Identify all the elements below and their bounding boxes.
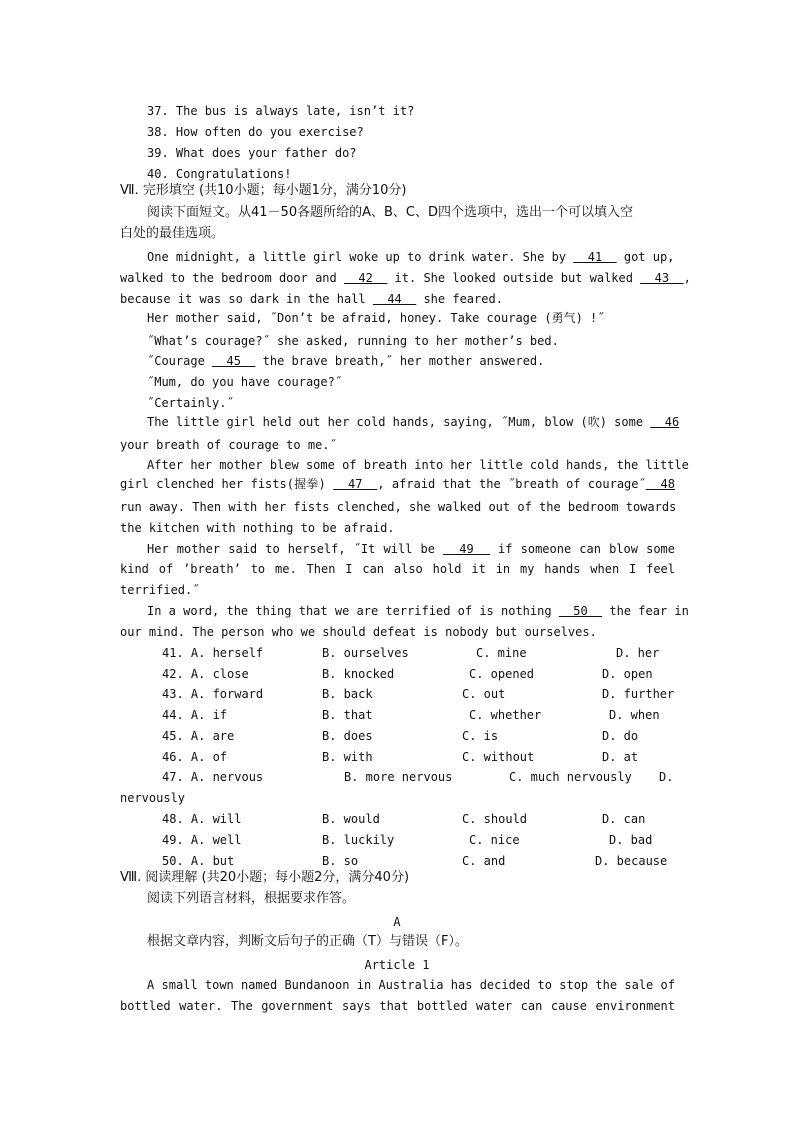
passage-line: walked to the bedroom door and 42 it. She looked outside but walked 43 , — [120, 271, 691, 285]
passage-line: your breath of courage to me.˝ — [120, 438, 337, 452]
blank-42: 42 — [343, 271, 388, 285]
passage-line: The little girl held out her cold hands, saying, ˝Mum, blow (吹) some 46 — [147, 415, 680, 429]
section-7-instruction-cont: 白处的最佳选项。 — [120, 226, 225, 241]
passage-line: After her mother blew some of breath into her little cold hands, the little — [147, 458, 689, 472]
blank-46: 46 — [650, 415, 680, 429]
part-label: A — [393, 915, 401, 929]
question-37: 37. The bus is always late, isn’t it? — [147, 104, 415, 118]
passage-line: girl clenched her fists(握拳) 47 , afraid that the ˝breath of courage˝ 48 — [120, 477, 676, 491]
passage-line: kind of ’breath’ to me. Then I can also hold it in my hands when I feel — [120, 562, 675, 576]
passage-line: In a word, the thing that we are terrified of is nothing 50 the fear in — [147, 604, 689, 618]
part-instruction: 根据文章内容，判断文后句子的正确（T）与错误（F）。 — [147, 934, 468, 949]
question-39: 39. What does your father do? — [147, 146, 357, 160]
blank-47: 47 — [333, 477, 378, 491]
blank-41: 41 — [573, 250, 617, 264]
passage-line: Her mother said to herself, ˝It will be 49 if someone can blow some — [147, 542, 675, 556]
article-line: A small town named Bundanoon in Australia has decided to stop the sale of — [147, 978, 675, 992]
section-7-instruction: 阅读下面短文。从41－50各题所给的A、B、C、D四个选项中，选出一个可以填入空 — [147, 205, 633, 220]
blank-50: 50 — [558, 604, 603, 618]
section-7-heading: Ⅶ. 完形填空 (共10小题；每小题1分，满分10分) — [120, 183, 407, 198]
passage-line: ˝Courage 45 the brave breath,˝ her mother answered. — [147, 354, 545, 368]
passage-line: terrified.˝ — [120, 583, 200, 597]
article-title: Article 1 — [364, 958, 430, 972]
section-8-instruction: 阅读下列语言材料，根据要求作答。 — [147, 891, 356, 906]
blank-44: 44 — [372, 292, 417, 306]
blank-45: 45 — [212, 354, 256, 368]
passage-line: the kitchen with nothing to be afraid. — [120, 521, 395, 535]
passage-line: our mind. The person who we should defeat is nobody but ourselves. — [120, 625, 597, 639]
blank-49: 49 — [443, 542, 490, 556]
article-line: bottled water. The government says that bottled water can cause environment — [120, 999, 675, 1013]
passage-line: because it was so dark in the hall 44 she feared. — [120, 292, 503, 306]
blank-43: 43 — [640, 271, 684, 285]
passage-line: Her mother said, ˝Don’t be afraid, honey. Take courage (勇气) !˝ — [147, 311, 605, 325]
section-8-heading: Ⅷ. 阅读理解 (共20小题；每小题2分，满分40分) — [120, 870, 410, 885]
passage-line: ˝Certainly.˝ — [147, 396, 234, 410]
passage-line: run away. Then with her fists clenched, she walked out of the bedroom towards — [120, 500, 677, 514]
question-38: 38. How often do you exercise? — [147, 125, 364, 139]
passage-line: ˝What’s courage?˝ she asked, running to her mother’s bed. — [147, 334, 559, 348]
document-page: 37. The bus is always late, isn’t it? 38. How often do you exercise? 39. What does your father do? 40. Congratulations! Ⅶ. 完形填空 (共10小题；每小题1分，满分10分) 阅读下面短文。从41－50各题所给的A、B、C、D四个选项中，选出一个可以填入空 白处的最佳选项。 One midnight, a little girl woke up to drink water. She by 41 got up, walked to the bedroom door and 42 it. She looked outside but walked 43 , because it was so dark in the hall 44 she feared. Her mother said, ˝Don’t be afraid, honey. Take courage (勇气) !˝ ˝What’s courage?˝ she asked, running to her mother’s bed. ˝Courage 45 the brave breath,˝ her mother answered. ˝Mum, do you have courage?˝ ˝Certainly.˝ The little girl held out her cold hands, saying, ˝Mum, blow (吹) some 46 your breath of courage to me.˝ After her mother blew some of breath into her little cold hands, the little girl clenched her fists(握拳) 47 , afraid that the ˝breath of courage˝ 48 run away. Then with her fists clenched, she walked out of the bedroom towards the kitchen with nothing to be afraid. Her mother said to herself, ˝It will be 49 if someone can blow some kind of ’breath’ to me. Then I can also hold it in my hands when I feel terrified.˝ In a word, the thing that we are terrified of is nothing 50 the fear in our mind. The person who we should defeat is nobody but ourselves. 41. A. herself B. ourselves C. mine D. her 42. A. close B. knocked C. opened D. open 43. A. forward B. back C. out D. further 44. A. if B. that C. whether D. when 45. A. are B. does C. is D. do 46. A. of B. with C. without D. at 47. A. nervous B. more nervous C. much nervously D. nervously 48. A. will B. would C. should D. can 49. A. well B. luckily C. nice D. bad 50. A. but B. so C. and D. because Ⅷ. 阅读理解 (共20小题；每小题2分，满分40分) 阅读下列语言材料，根据要求作答。 A 根据文章内容，判断文后句子的正确（T）与错误（F）。 Article 1 A small town named Bundanoon in Australia has decided to stop the sale of bottled water. The government says that bottled water can cause environment — [0, 0, 794, 1123]
blank-48: 48 — [645, 477, 676, 491]
question-40: 40. Congratulations! — [147, 167, 292, 181]
passage-line: ˝Mum, do you have courage?˝ — [147, 375, 343, 389]
passage-line: One midnight, a little girl woke up to drink water. She by 41 got up, — [147, 250, 675, 264]
